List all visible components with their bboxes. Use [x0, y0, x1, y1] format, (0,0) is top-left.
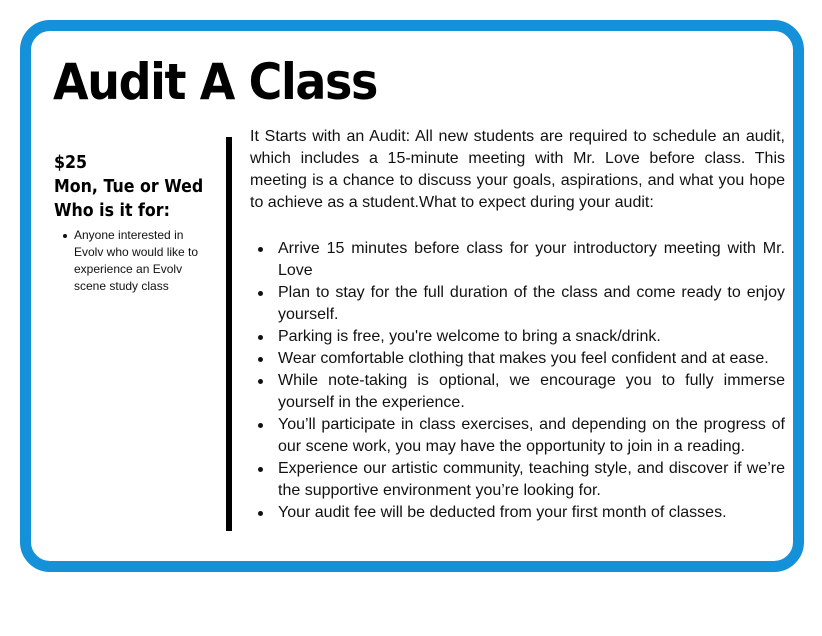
- class-details-sidebar: [54, 151, 214, 295]
- intro-paragraph: It Starts with an Audit: All new students are required to schedule an audit, which includes a 15-minute meeting with Mr. Love before class. This meeting is a chance to discuss your goals, aspirations, and what you hope to achieve as a student.What to expect during your audit:: [250, 128, 785, 211]
- audit-class-card: [20, 20, 804, 572]
- list-item: Wear comfortable clothing that makes you feel confident and at ease.: [278, 348, 785, 370]
- list-item: Plan to stay for the full duration of the class and come ready to enjoy yourself.: [278, 282, 785, 326]
- list-item: Experience our artistic community, teaching style, and discover if we’re the supportive environment you’re looking for.: [278, 458, 785, 502]
- who-list-item: Anyone interested in Evolv who would like to experience an Evolv scene study class: [74, 227, 214, 295]
- list-item: Your audit fee will be deducted from your first month of classes.: [278, 502, 785, 524]
- who-heading: Who is it for:: [54, 200, 170, 221]
- list-item: Parking is free, you're welcome to bring a snack/drink.: [278, 326, 785, 348]
- expectations-list: [250, 238, 785, 524]
- who-list: [54, 227, 214, 295]
- days-label: Mon, Tue or Wed: [54, 176, 204, 197]
- vertical-divider: [226, 137, 232, 531]
- page-title: Audit A Class: [53, 53, 378, 111]
- audit-description: [250, 126, 785, 524]
- price-label: $25: [54, 152, 88, 173]
- list-item: Arrive 15 minutes before class for your introductory meeting with Mr. Love: [278, 238, 785, 282]
- list-item: You’ll participate in class exercises, and depending on the progress of our scene work, you may have the opportunity to join in a reading.: [278, 414, 785, 458]
- list-item: While note-taking is optional, we encourage you to fully immerse yourself in the experience.: [278, 370, 785, 414]
